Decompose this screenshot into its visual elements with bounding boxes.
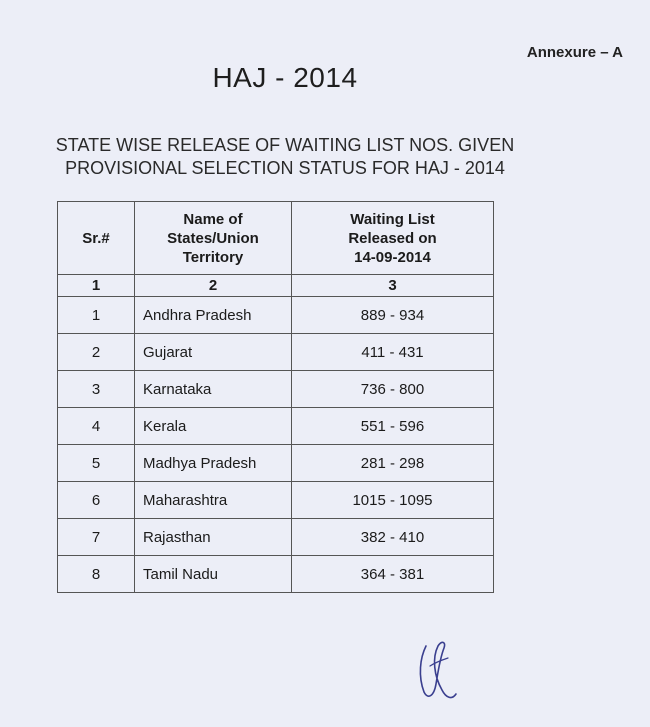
table-row [58,445,494,482]
header-waiting-list [292,202,494,275]
row-state: Karnataka [135,371,292,408]
row-sr: 4 [58,408,135,445]
row-range: 1015 - 1095 [292,482,494,519]
header-state-name [135,202,292,275]
row-range: 411 - 431 [292,334,494,371]
row-range: 382 - 410 [292,519,494,556]
header-wl-line-1: Waiting List [350,210,435,228]
row-sr: 7 [58,519,135,556]
header-wl-line-3: 14-09-2014 [354,248,431,266]
header-wl-line-2: Released on [348,229,437,247]
row-range: 889 - 934 [292,297,494,334]
row-state: Tamil Nadu [135,556,292,593]
row-sr: 2 [58,334,135,371]
subtitle-line-1: STATE WISE RELEASE OF WAITING LIST NOS. GIVEN [55,135,515,155]
document-subtitle [0,134,570,180]
subtitle-line-2: PROVISIONAL SELECTION STATUS FOR HAJ - 2014 [65,158,505,178]
row-state: Maharashtra [135,482,292,519]
row-range: 281 - 298 [292,445,494,482]
handwritten-signature [412,636,462,706]
column-number-1: 1 [58,275,135,297]
document-title: HAJ - 2014 [212,62,358,93]
column-number-2: 2 [135,275,292,297]
row-state: Madhya Pradesh [135,445,292,482]
column-number-row [58,275,494,297]
header-state-line-3: Territory [182,248,244,266]
header-state-line-2: States/Union [167,229,259,247]
row-range: 736 - 800 [292,371,494,408]
row-range: 551 - 596 [292,408,494,445]
table-row [58,556,494,593]
table-row [58,371,494,408]
header-sr [58,202,135,275]
table-row [58,297,494,334]
header-sr-label: Sr.# [82,229,110,247]
row-state: Rajasthan [135,519,292,556]
table-row [58,482,494,519]
row-sr: 6 [58,482,135,519]
header-state-line-1: Name of [183,210,243,228]
row-sr: 1 [58,297,135,334]
row-state: Andhra Pradesh [135,297,292,334]
row-sr: 5 [58,445,135,482]
row-state: Gujarat [135,334,292,371]
table-row [58,408,494,445]
table-row [58,519,494,556]
row-range: 364 - 381 [292,556,494,593]
table-header-row [58,202,494,275]
row-state: Kerala [135,408,292,445]
table-row [58,334,494,371]
annexure-label: Annexure – A [526,44,623,61]
waiting-list-table [57,201,494,593]
column-number-3: 3 [292,275,494,297]
row-sr: 8 [58,556,135,593]
row-sr: 3 [58,371,135,408]
